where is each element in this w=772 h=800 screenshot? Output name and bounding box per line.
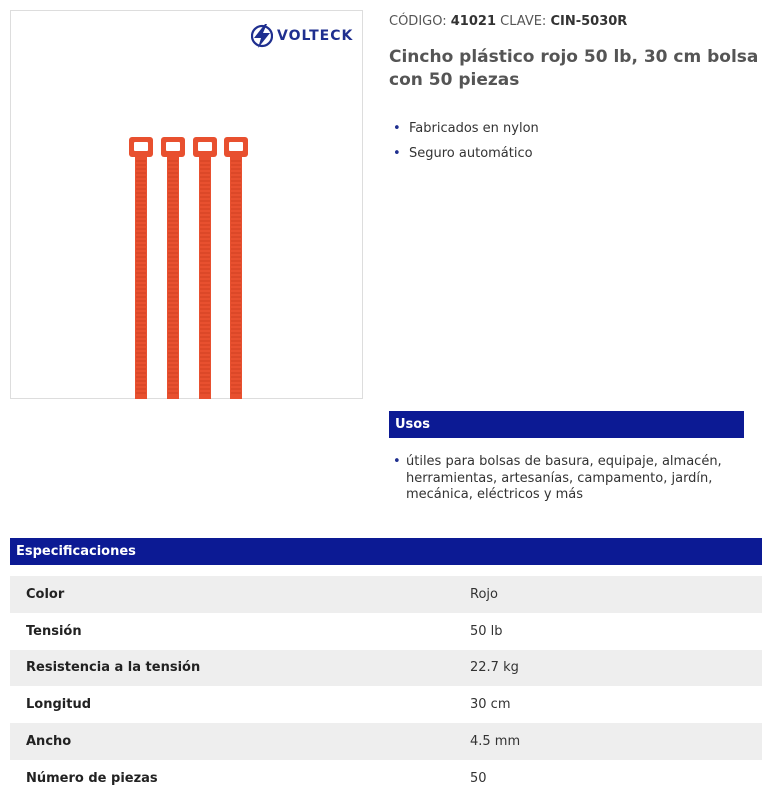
table-row <box>10 760 762 797</box>
feature-item: • Fabricados en nylon <box>393 116 539 141</box>
specs-table <box>10 576 762 797</box>
table-row <box>10 576 762 613</box>
usos-list <box>393 454 743 504</box>
spec-value: 30 cm <box>470 697 511 713</box>
code-label: CÓDIGO: <box>389 14 447 29</box>
usos-item: • útiles para bolsas de basura, equipaje, almacén, herramientas, artesanías, campamento, jardín, mecánica, eléctricos y más <box>393 454 743 504</box>
spec-label: Tensión <box>26 623 82 639</box>
spec-label: Ancho <box>10 723 454 760</box>
usos-header: Usos <box>389 411 744 438</box>
cable-ties-illustration <box>11 11 364 400</box>
cable-tie <box>224 137 248 399</box>
spec-value: 22.7 kg <box>454 650 762 687</box>
spec-label: Color <box>10 576 454 613</box>
spec-value: 50 lb <box>470 623 503 639</box>
cable-tie <box>161 137 185 399</box>
specs-header: Especificaciones <box>10 538 762 565</box>
spec-value: 50 <box>470 770 487 786</box>
product-image <box>10 10 363 399</box>
spec-label: Resistencia a la tensión <box>10 650 454 687</box>
product-code-line <box>389 14 627 29</box>
spec-value: Rojo <box>454 576 762 613</box>
feature-item: • Seguro automático <box>393 141 539 166</box>
code-value: 41021 <box>450 14 496 29</box>
spec-value: 4.5 mm <box>454 723 762 760</box>
cable-tie <box>193 137 217 399</box>
feature-list <box>393 116 539 166</box>
clave-label: CLAVE: <box>500 14 547 29</box>
brand-name: VOLTECK <box>277 28 354 44</box>
table-row <box>10 650 762 687</box>
cable-tie <box>129 137 153 399</box>
spec-label: Longitud <box>26 697 92 713</box>
product-title: Cincho plástico rojo 50 lb, 30 cm bolsa con 50 piezas <box>389 47 759 90</box>
spec-label: Número de piezas <box>26 770 158 786</box>
clave-value: CIN-5030R <box>550 14 628 29</box>
table-row <box>10 613 762 650</box>
table-row <box>10 723 762 760</box>
cable-tie-ribs <box>136 161 241 393</box>
table-row <box>10 686 762 723</box>
